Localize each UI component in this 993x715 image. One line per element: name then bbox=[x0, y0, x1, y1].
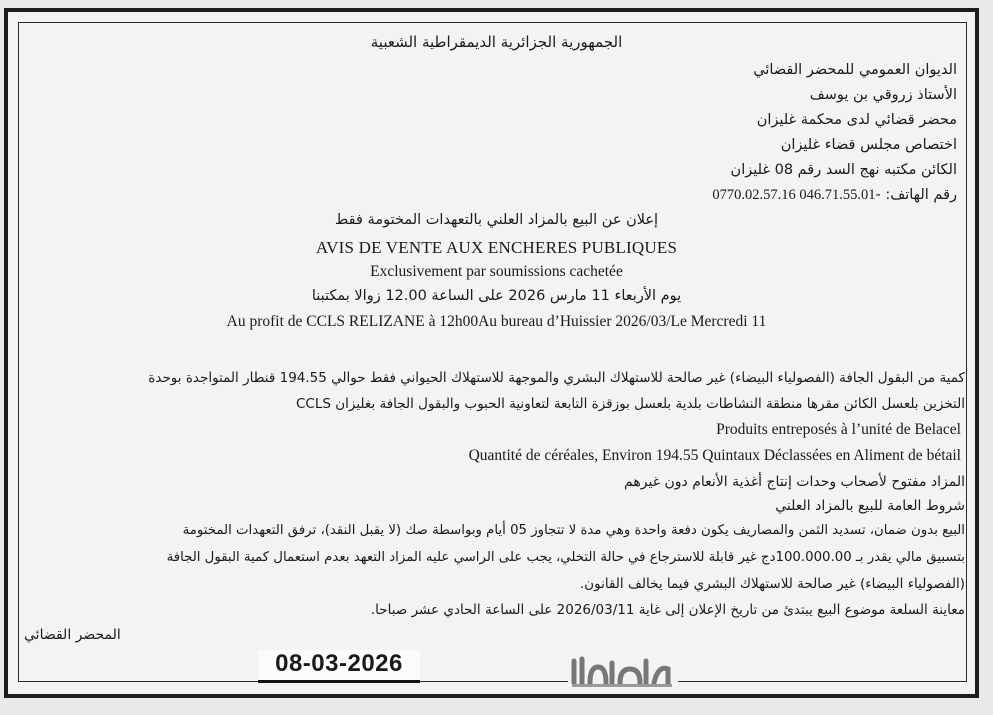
goods-location-fr: Produits entreposés à l’unité de Belacel bbox=[716, 421, 961, 438]
jurisdiction-line: اختصاص مجلس قضاء غليزان bbox=[780, 137, 957, 153]
phone-line bbox=[712, 187, 957, 204]
signature: المحضر القضائي bbox=[24, 627, 121, 643]
newspaper-logo-icon bbox=[568, 655, 678, 689]
bailiff-name: الأستاذ زروقي بن يوسف bbox=[809, 87, 957, 103]
auction-title-ar: إعلان عن البيع بالمزاد العلني بالتعهدات المختومة فقط bbox=[334, 212, 659, 228]
auction-title-fr: AVIS DE VENTE AUX ENCHERES PUBLIQUES bbox=[315, 238, 678, 257]
office-name: الديوان العمومي للمحضر القضائي bbox=[753, 62, 957, 78]
court-line: محضر قضائي لدى محكمة غليزان bbox=[756, 112, 957, 128]
auction-date-ar: يوم الأربعاء 11 مارس 2026 على الساعة 12.00 زوالا بمكتبنا bbox=[311, 288, 682, 304]
goods-description-line2: التخزين بلعسل الكائن مقرها منطقة النشاطات بلدية بلعسل بوزقزة التابعة لتعاونية الحبوب والبقول الجافة بغليزان CCLS bbox=[296, 396, 965, 412]
phone-numbers: 0770.02.57.16 046.71.55.01 bbox=[712, 187, 876, 203]
phone-label: رقم الهاتف: - bbox=[875, 187, 957, 203]
conditions-line2: بتسبيق مالي يقدر بـ 100.000.00دج غير قابلة للاسترجاع في حالة التخلي، يجب على الراسي عليه المزاد التعهد بعدم استعمال كمية البقول الجافة bbox=[166, 550, 965, 565]
address-line: الكائن مكتبه نهج السد رقم 08 غليزان bbox=[730, 162, 957, 178]
publication-date: 08-03-2026 bbox=[258, 650, 420, 683]
goods-description-line1: كمية من البقول الجافة (الفصولياء البيضاء) غير صالحة للاستهلاك البشري والموجهة للاستهلاك الحيواني فقط حوالي 194.55 قنطار المتواجدة بوحدة bbox=[148, 370, 965, 386]
conditions-line3: (الفصولياء البيضاء) غير صالحة للاستهلاك البشري فيما يخالف القانون. bbox=[579, 576, 965, 592]
conditions-line1: البيع بدون ضمان، تسديد الثمن والمصاريف يكون دفعة واحدة وهي مدة لا تتجاوز 05 أيام وبواسطة صك (لا يقبل النقد)، ترفق التعهدات المختومة bbox=[182, 523, 965, 538]
conditions-title: شروط العامة للبيع بالمزاد العلني bbox=[775, 498, 965, 514]
goods-quantity-fr: Quantité de céréales, Environ 194.55 Quintaux Déclassées en Aliment de bétail bbox=[468, 447, 961, 464]
auction-open-to: المزاد مفتوح لأصحاب وحدات إنتاج أغذية الأنعام دون غيرهم bbox=[624, 474, 965, 490]
republic-heading: الجمهورية الجزائرية الديمقراطية الشعبية bbox=[370, 33, 623, 51]
auction-date-fr: Au profit de CCLS RELIZANE à 12h00Au bureau d’Huissier 2026/03/Le Mercredi 11 bbox=[226, 313, 767, 330]
sealed-bids-fr: Exclusivement par soumissions cachetée bbox=[370, 263, 623, 280]
inspection-notice: معاينة السلعة موضوع البيع يبتدئ من تاريخ الإعلان إلى غاية 2026/03/11 على الساعة الحادي عشر صباحا. bbox=[370, 602, 965, 618]
